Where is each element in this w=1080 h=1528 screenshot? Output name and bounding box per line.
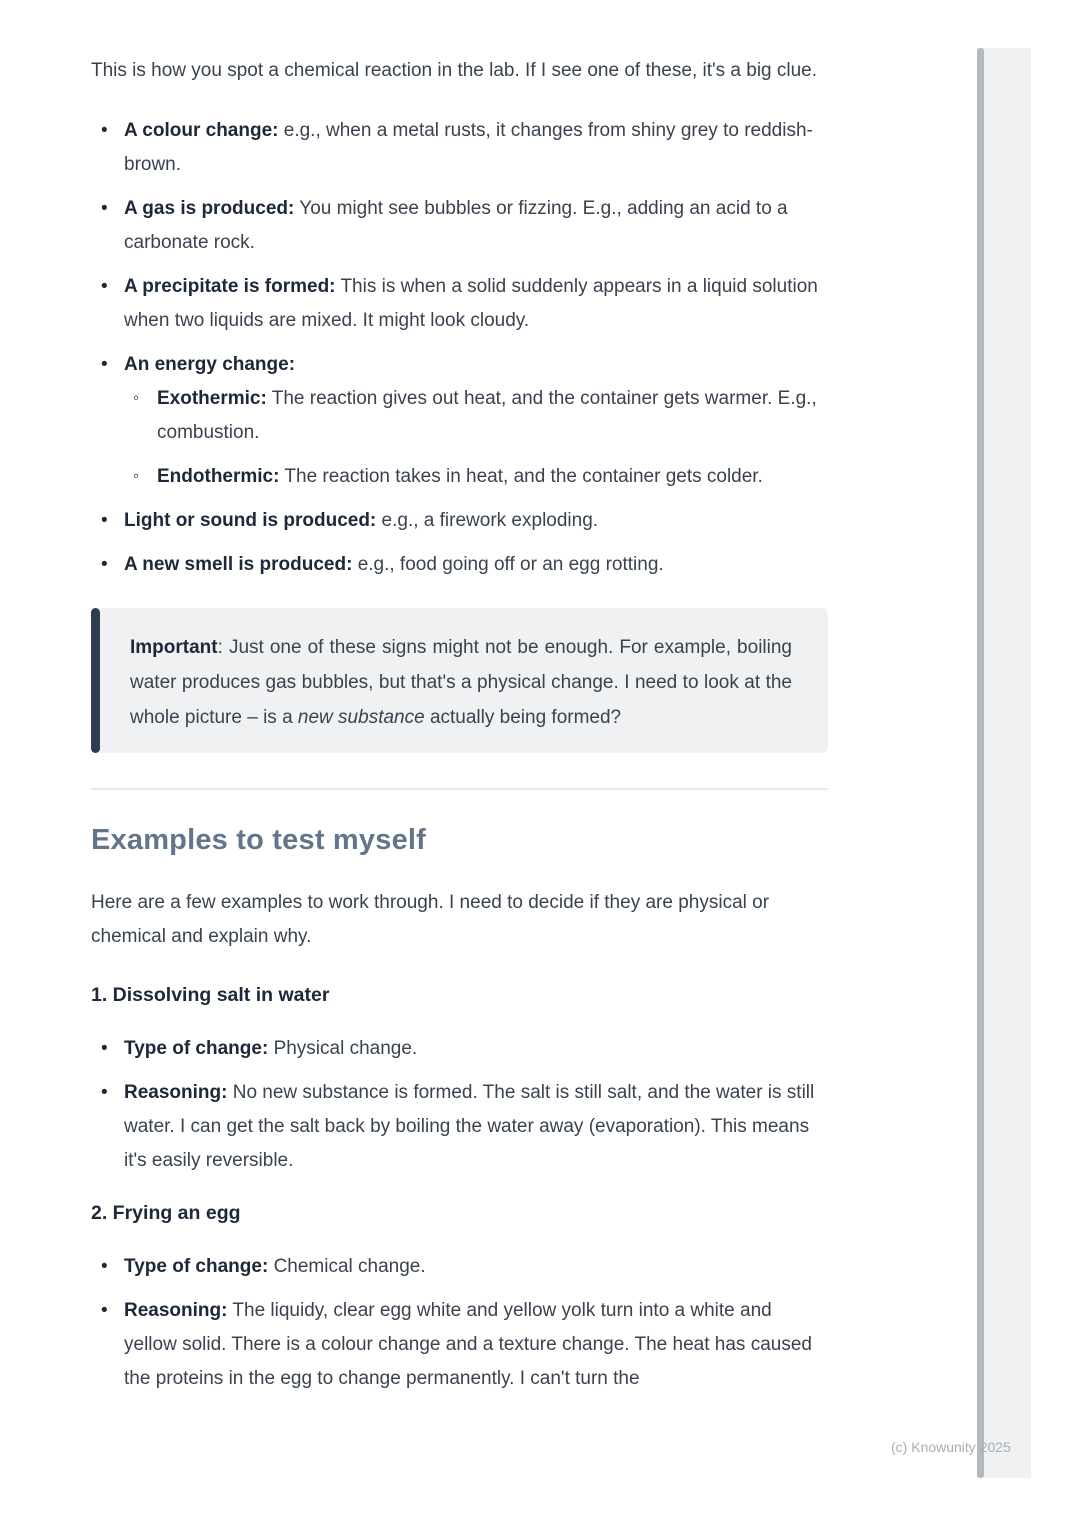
list-item-text: The reaction gives out heat, and the container gets warmer. E.g., combustion. (157, 388, 817, 443)
bullet-icon: • (101, 1256, 108, 1277)
reaction-signs-list (91, 114, 828, 582)
list-item-exothermic (124, 382, 828, 450)
list-item-label: Reasoning: (124, 1300, 228, 1321)
list-item-reasoning (91, 1076, 828, 1178)
callout-accent-bar (91, 608, 100, 753)
list-item-label: Type of change: (124, 1256, 269, 1277)
list-item-type-of-change (91, 1250, 828, 1284)
list-item-text: e.g., when a metal rusts, it changes from shiny grey to reddish-brown. (124, 120, 813, 175)
list-item-label: Light or sound is produced: (124, 510, 377, 531)
list-item-label: Reasoning: (124, 1082, 228, 1103)
list-item-text: Physical change. (273, 1038, 418, 1059)
bullet-icon: • (101, 198, 108, 219)
list-item-label: A new smell is produced: (124, 554, 353, 575)
list-item-text: The reaction takes in heat, and the container gets colder. (284, 466, 763, 487)
list-item-new-smell (91, 548, 828, 582)
callout-body-end: actually being formed? (424, 707, 622, 728)
list-item-label: A precipitate is formed: (124, 276, 336, 297)
example-1-list (91, 1032, 828, 1178)
callout-body: : Just one of these signs might not be enough. For example, boiling water produces gas bubbles, but that's a physical change. I need to look at the whole picture – is a (130, 637, 792, 728)
bullet-icon: • (101, 510, 108, 531)
list-item-label: An energy change: (124, 354, 296, 375)
list-item-text: No new substance is formed. The salt is still salt, and the water is still water. I can get the salt back by boiling the water away (evaporation). This means it's easily reversible. (124, 1082, 815, 1171)
list-item-type-of-change (91, 1032, 828, 1066)
example-2-list (91, 1250, 828, 1396)
list-item-text: The liquidy, clear egg white and yellow yolk turn into a white and yellow solid. There is a colour change and a texture change. The heat has caused the proteins in the egg to change permanently. I can't turn the (124, 1300, 812, 1389)
important-callout (91, 608, 828, 753)
list-item-text: Chemical change. (273, 1256, 426, 1277)
list-item-label: Endothermic: (157, 466, 280, 487)
callout-italic-phrase: new substance (297, 707, 425, 728)
list-item-energy-change (91, 348, 828, 494)
bullet-icon: • (101, 1038, 108, 1059)
bullet-icon: • (101, 554, 108, 575)
section-intro-paragraph: Here are a few examples to work through. I need to decide if they are physical or chemical and explain why. (91, 892, 770, 947)
list-item-text: e.g., a firework exploding. (381, 510, 599, 531)
callout-label: Important (130, 637, 218, 658)
list-item-colour-change (91, 114, 828, 182)
example-2-title: 2. Frying an egg (91, 1202, 241, 1224)
bullet-icon: • (101, 120, 108, 141)
bullet-icon: • (101, 1300, 108, 1321)
list-item-precipitate (91, 270, 828, 338)
bullet-icon: • (101, 354, 108, 375)
list-item-label: Type of change: (124, 1038, 269, 1059)
list-item-endothermic (124, 460, 828, 494)
list-item-label: A colour change: (124, 120, 279, 141)
list-item-text: You might see bubbles or fizzing. E.g., adding an acid to a carbonate rock. (124, 198, 788, 253)
energy-change-sublist (124, 382, 828, 494)
callout-text (130, 630, 792, 735)
circle-bullet-icon: ◦ (133, 388, 140, 407)
list-item-label: Exothermic: (157, 388, 267, 409)
list-item-text: This is when a solid suddenly appears in a liquid solution when two liquids are mixed. It might look cloudy. (124, 276, 818, 331)
scrollbar-track[interactable] (977, 48, 1031, 1478)
document-content (91, 54, 828, 1414)
copyright-footer: (c) Knowunity 2025 (891, 1439, 1011, 1455)
scrollbar-thumb[interactable] (977, 48, 984, 1478)
circle-bullet-icon: ◦ (133, 466, 140, 485)
section-divider (91, 788, 828, 790)
list-item-label: A gas is produced: (124, 198, 295, 219)
bullet-icon: • (101, 1082, 108, 1103)
list-item-text: e.g., food going off or an egg rotting. (357, 554, 664, 575)
list-item-reasoning (91, 1294, 828, 1396)
bullet-icon: • (101, 276, 108, 297)
intro-paragraph: This is how you spot a chemical reaction in the lab. If I see one of these, it's a big clue. (91, 60, 818, 81)
example-1-title: 1. Dissolving salt in water (91, 984, 330, 1006)
section-heading: Examples to test myself (91, 824, 427, 856)
list-item-light-sound (91, 504, 828, 538)
list-item-gas-produced (91, 192, 828, 260)
